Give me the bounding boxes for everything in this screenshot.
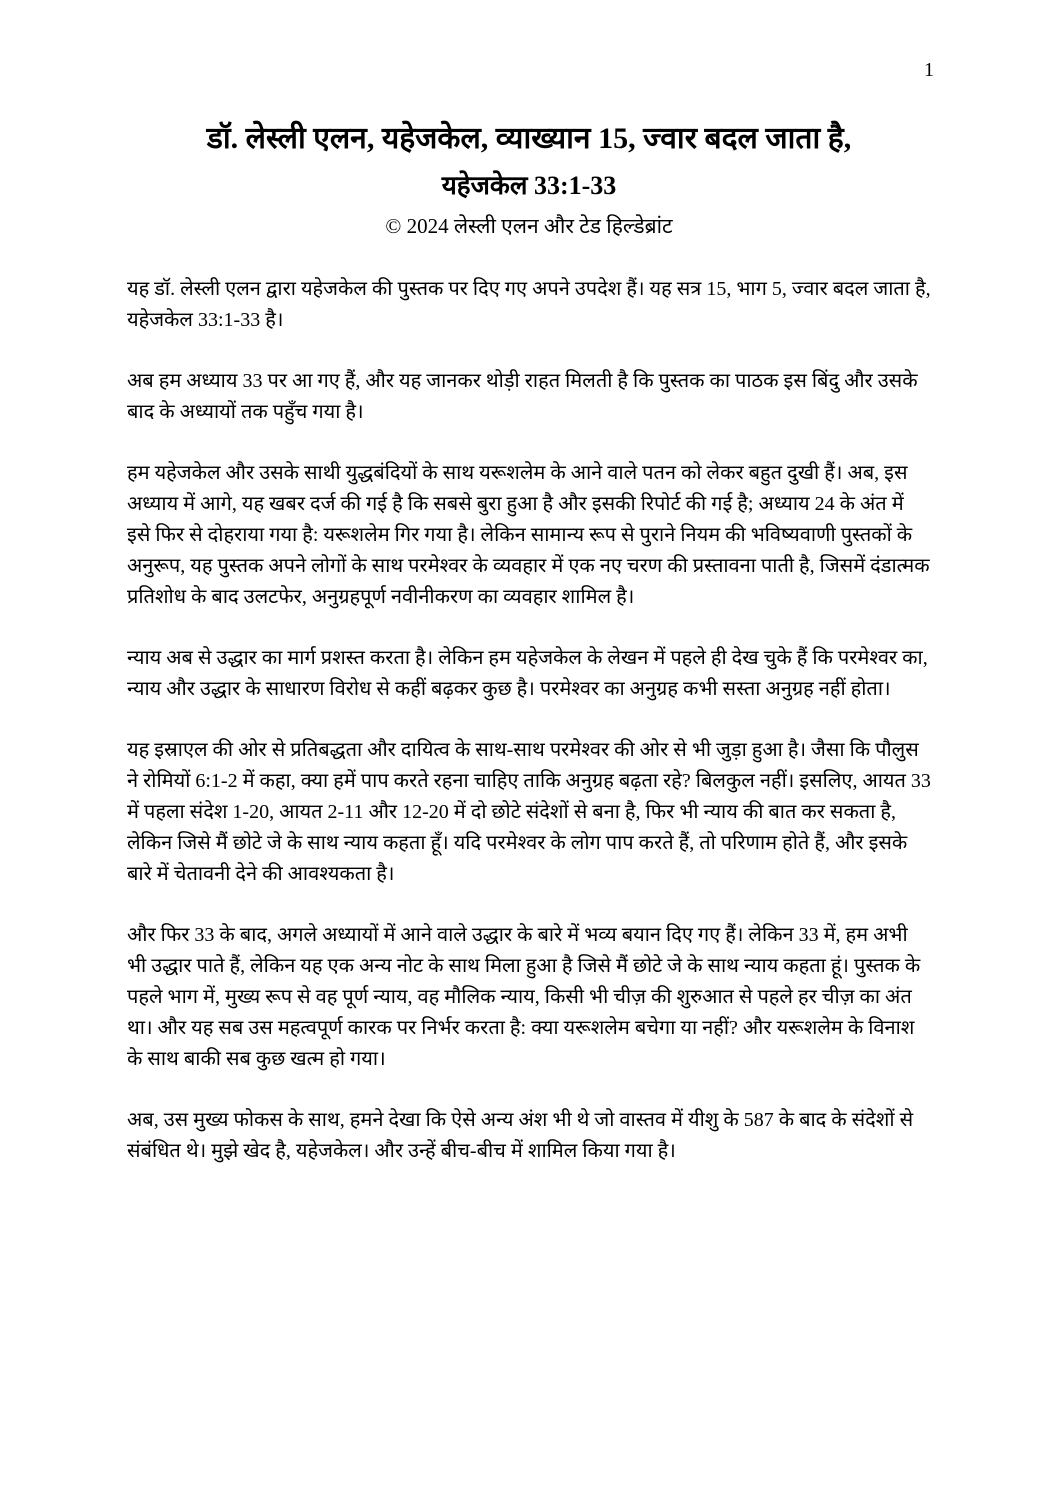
page-number: 1 [924, 59, 934, 81]
copyright-line: © 2024 लेस्ली एलन और टेड हिल्डेब्रांट [385, 214, 673, 238]
paragraph-5: यह इस्राएल की ओर से प्रतिबद्धता और दायित्व के साथ-साथ परमेश्वर की ओर से भी जुड़ा हुआ है। जैसा कि पौलुस ने रोमियों 6:1-2 में कहा, क्या हमें पाप करते रहना चाहिए ताकि अनुग्रह बढ़ता रहे? बिलकुल नहीं। इसलिए, आयत 33 में पहला संदेश 1-20, आयत 2-11 और 12-20 में दो छोटे संदेशों से बना है, फिर भी न्याय की बात कर सकता है, लेकिन जिसे मैं छोटे जे के साथ न्याय कहता हूँ। यदि परमेश्वर के लोग पाप करते हैं, तो परिणाम होते हैं, और इसके बारे में चेतावनी देने की आवश्यकता है। [127, 739, 931, 885]
document-content [127, 0, 931, 1167]
paragraph-4: न्याय अब से उद्धार का मार्ग प्रशस्त करता है। लेकिन हम यहेजकेल के लेखन में पहले ही देख चुके हैं कि परमेश्वर का, न्याय और उद्धार के साधारण विरोध से कहीं बढ़कर कुछ है। परमेश्वर का अनुग्रह कभी सस्ता अनुग्रह नहीं होता। [127, 647, 928, 700]
document-subtitle: यहेजकेल 33:1-33 [441, 171, 617, 200]
paragraph-7: अब, उस मुख्य फोकस के साथ, हमने देखा कि ऐसे अन्य अंश भी थे जो वास्तव में यीशु के 587 के बाद के संदेशों से संबंधित थे। मुझे खेद है, यहेजकेल। और उन्हें बीच-बीच में शामिल किया गया है। [127, 1109, 914, 1162]
document-body [127, 274, 931, 1167]
paragraph-3: हम यहेजकेल और उसके साथी युद्धबंदियों के साथ यरूशलेम के आने वाले पतन को लेकर बहुत दुखी हैं। अब, इस अध्याय में आगे, यह खबर दर्ज की गई है कि सबसे बुरा हुआ है और इसकी रिपोर्ट की गई है; अध्याय 24 के अंत में इसे फिर से दोहराया गया है: यरूशलेम गिर गया है। लेकिन सामान्य रूप से पुराने नियम की भविष्यवाणी पुस्तकों के अनुरूप, यह पुस्तक अपने लोगों के साथ परमेश्वर के व्यवहार में एक नए चरण की प्रस्तावना पाती है, जिसमें दंडात्मक प्रतिशोध के बाद उलटफेर, अनुग्रहपूर्ण नवीनीकरण का व्यवहार शामिल है। [127, 462, 930, 608]
paragraph-1: यह डॉ. लेस्ली एलन द्वारा यहेजकेल की पुस्तक पर दिए गए अपने उपदेश हैं। यह सत्र 15, भाग 5, ज्वार बदल जाता है, यहेजकेल 33:1-33 है। [127, 278, 931, 331]
paragraph-6: और फिर 33 के बाद, अगले अध्यायों में आने वाले उद्धार के बारे में भव्य बयान दिए गए हैं। लेकिन 33 में, हम अभी भी उद्धार पाते हैं, लेकिन यह एक अन्य नोट के साथ मिला हुआ है जिसे मैं छोटे जे के साथ न्याय कहता हूं। पुस्तक के पहले भाग में, मुख्य रूप से वह पूर्ण न्याय, वह मौलिक न्याय, किसी भी चीज़ की शुरुआत से पहले हर चीज़ का अंत था। और यह सब उस महत्वपूर्ण कारक पर निर्भर करता है: क्या यरूशलेम बचेगा या नहीं? और यरूशलेम के विनाश के साथ बाकी सब कुछ खत्म हो गया। [127, 924, 921, 1070]
document-title: डॉ. लेस्ली एलन, यहेजकेल, व्याख्यान 15, ज्वार बदल जाता है, [206, 122, 852, 155]
paragraph-2: अब हम अध्याय 33 पर आ गए हैं, और यह जानकर थोड़ी राहत मिलती है कि पुस्तक का पाठक इस बिंदु और उसके बाद के अध्यायों तक पहुँच गया है। [127, 370, 918, 423]
